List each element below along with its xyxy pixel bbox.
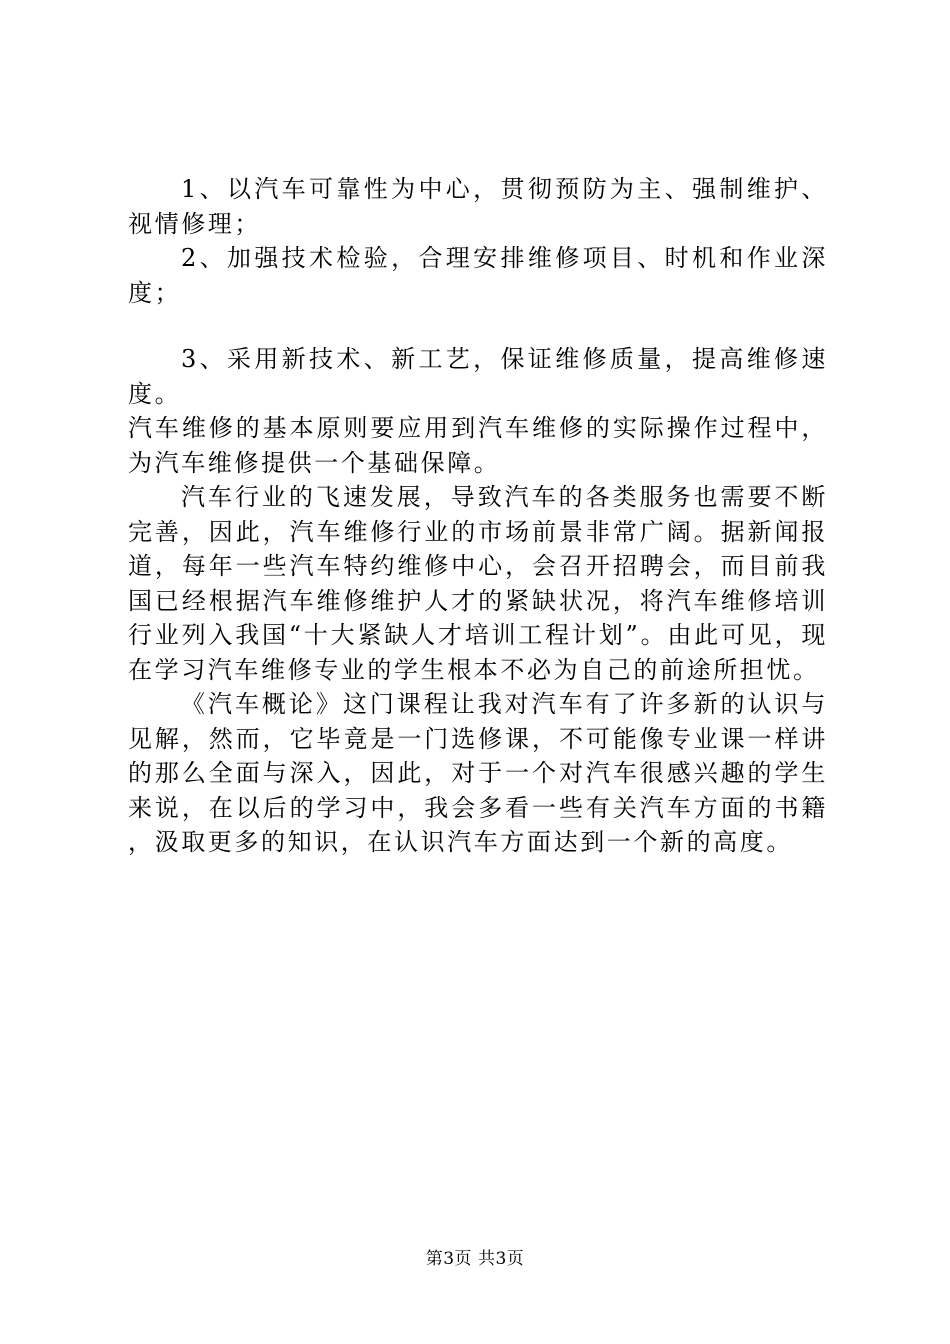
paragraph-industry-outlook: 汽车行业的飞速发展，导致汽车的各类服务也需要不断完善，因此，汽车维修行业的市场前景非常广阔。据新闻报道，每年一些汽车特约维修中心，会召开招聘会，而目前我国已经根据汽车维修维护人才的紧缺状况，将汽车维修培训行业列入我国“十大紧缺人才培训工程计划”。由此可见，现在学习汽车维修专业的学生根本不必为自己的前途所担忧。 bbox=[128, 483, 828, 684]
page-number-footer: 第3页 共3页 bbox=[425, 1249, 525, 1269]
paragraph-course-reflection: 《汽车概论》这门课程让我对汽车有了许多新的认识与见解，然而，它毕竟是一门选修课，不可能像专业课一样讲的那么全面与深入，因此，对于一个对汽车很感兴趣的学生来说，在以后的学习中，我会多看一些有关汽车方面的书籍，汲取更多的知识，在认识汽车方面达到一个新的高度。 bbox=[128, 690, 828, 856]
paragraph-principle-summary: 汽车维修的基本原则要应用到汽车维修的实际操作过程中，为汽车维修提供一个基础保障。 bbox=[128, 414, 828, 477]
list-item-principle-2: 2、加强技术检验，合理安排维修项目、时机和作业深度； bbox=[128, 244, 828, 307]
list-item-principle-1: 1、以汽车可靠性为中心，贯彻预防为主、强制维护、视情修理； bbox=[128, 175, 828, 238]
list-item-principle-3: 3、采用新技术、新工艺，保证维修质量，提高维修速度。 bbox=[128, 345, 828, 408]
document-body bbox=[128, 172, 828, 860]
